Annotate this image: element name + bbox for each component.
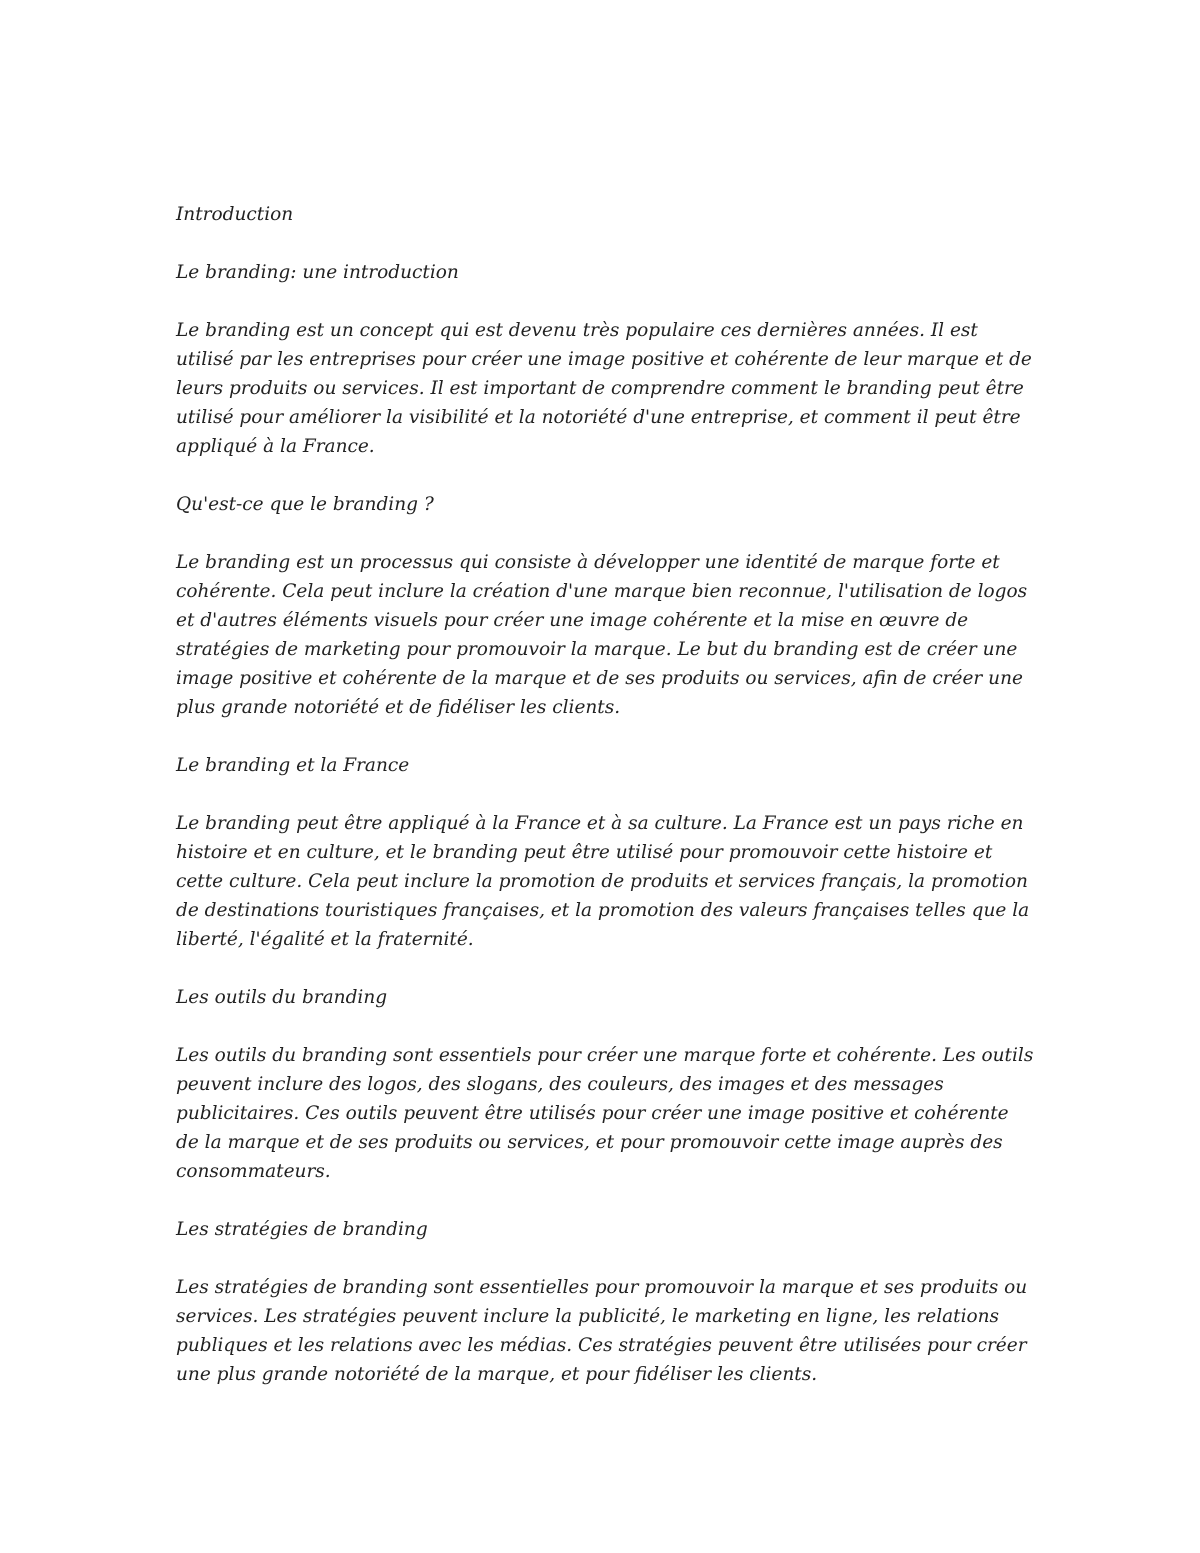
section-heading-france: Le branding et la France [176,755,410,776]
section-paragraph-france: Le branding peut être appliqué à la France et à sa culture. La France est un pays riche en histoire et en culture, et le branding peut être utilisé pour promouvoir cette histoire et cette culture. Cela peut inclure la promotion de produits et services français, la promotion de destinations touristiques françaises, et la promotion des valeurs françaises telles que la liberté, l'égalité et la fraternité. [176,813,1030,950]
section-paragraph-strategies: Les stratégies de branding sont essentielles pour promouvoir la marque et ses produits ou services. Les stratégies peuvent inclure la publicité, le marketing en ligne, les relations publiques et les relations avec les médias. Ces stratégies peuvent être utilisées pour créer une plus grande notoriété de la marque, et pour fidéliser les clients. [176,1277,1028,1385]
document-page [176,200,1036,1418]
section-heading-definition: Qu'est-ce que le branding ? [176,494,434,515]
section-paragraph-definition: Le branding est un processus qui consiste à développer une identité de marque forte et cohérente. Cela peut inclure la création d'une marque bien reconnue, l'utilisation de logos et d'autres éléments visuels pour créer une image cohérente et la mise en œuvre de stratégies de marketing pour promouvoir la marque. Le but du branding est de créer une image positive et cohérente de la marque et de ses produits ou services, afin de créer une plus grande notoriété et de fidéliser les clients. [176,552,1028,718]
document-title: Introduction [176,204,294,225]
section-heading-intro: Le branding: une introduction [176,262,459,283]
section-paragraph-intro: Le branding est un concept qui est devenu très populaire ces dernières années. Il est utilisé par les entreprises pour créer une image positive et cohérente de leur marque et de leurs produits ou services. Il est important de comprendre comment le branding peut être utilisé pour améliorer la visibilité et la notoriété d'une entreprise, et comment il peut être appliqué à la France. [176,320,1032,457]
section-paragraph-tools: Les outils du branding sont essentiels pour créer une marque forte et cohérente. Les outils peuvent inclure des logos, des slogans, des couleurs, des images et des messages publicitaires. Ces outils peuvent être utilisés pour créer une image positive et cohérente de la marque et de ses produits ou services, et pour promouvoir cette image auprès des consommateurs. [176,1045,1034,1182]
section-heading-strategies: Les stratégies de branding [176,1219,428,1240]
section-heading-tools: Les outils du branding [176,987,388,1008]
